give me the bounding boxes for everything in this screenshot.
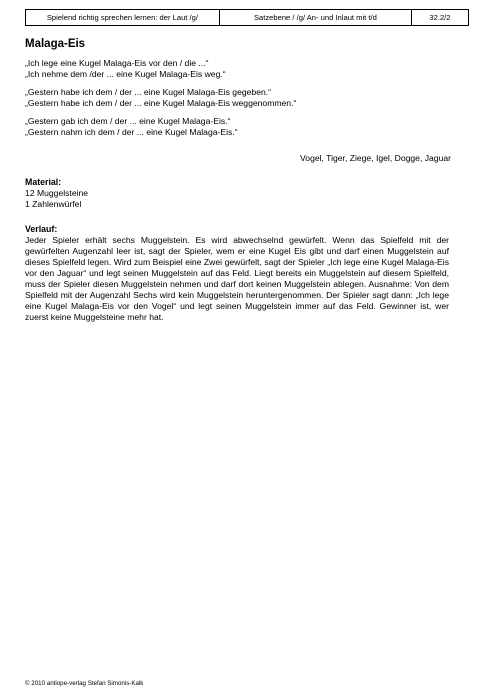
- copyright-footer: © 2010 antiope-verlag Stefan Simonis-Kalk: [25, 680, 144, 687]
- sentence-line: „Ich lege eine Kugel Malaga-Eis vor den / die ...“: [25, 58, 209, 68]
- header-level: Satzebene / /g/ An- und Inlaut mit t/d: [219, 10, 411, 26]
- rules-text: Jeder Spieler erhält sechs Muggelstein. Es wird abwechselnd gewürfelt. Wenn das Spielfeld mit der gewürfelten Augenzahl leer ist, sagt der Spieler, wem er eine Kugel Eis gibt und darf einen Muggelstein auf dieses Spielfeld legen. Wird zum Beispiel eine Zwei gewürfelt, sagt der Spieler „Ich lege eine Kugel Malaga-Eis vor den Jaguar“ und legt seinen Muggelstein auf das Feld. Liegt bereits ein Muggelstein auf diesem Spielfeld, muss der Spieler diesen Muggelstein nehmen und darf dort keinen Muggelstein ablegen. Ausnahme: Von dem Spielfeld mit der Augenzahl Sechs wird kein Muggelstein heruntergenommen. Der Spieler sagt dann: „Ich lege eine Kugel Malaga-Eis vor den Vogel“ und legt seinen Muggelstein immer auf das Feld. Gewinner ist, wer zuerst keine Muggelsteine mehr hat.: [25, 235, 449, 322]
- sentence-patterns: [25, 58, 296, 145]
- sentence-group-perfect: [25, 87, 296, 109]
- animal-word-list: Vogel, Tiger, Ziege, Igel, Dogge, Jaguar: [300, 153, 451, 163]
- sentence-line: „Gestern nahm ich dem / der ... eine Kugel Malaga-Eis.“: [25, 127, 238, 137]
- sentence-line: „Gestern habe ich dem / der ... eine Kugel Malaga-Eis weggenommen.“: [25, 98, 297, 108]
- page-title: Malaga-Eis: [25, 38, 86, 50]
- material-section: [25, 177, 88, 210]
- rules-section: [25, 224, 449, 323]
- header-topic: Spielend richtig sprechen lernen: der Laut /g/: [26, 10, 220, 26]
- material-item: 1 Zahlenwürfel: [25, 199, 82, 209]
- header-table: [25, 9, 469, 26]
- sentence-group-present: [25, 58, 296, 80]
- sentence-line: „Gestern gab ich dem / der ... eine Kugel Malaga-Eis.“: [25, 116, 231, 126]
- sentence-line: „Gestern habe ich dem / der ... eine Kugel Malaga-Eis gegeben.“: [25, 87, 272, 97]
- header-row: [26, 10, 469, 26]
- header-page-number: 32.2/2: [411, 10, 468, 26]
- material-item: 12 Muggelsteine: [25, 188, 89, 198]
- rules-heading: Verlauf:: [25, 224, 58, 234]
- sentence-line: „Ich nehme dem /der ... eine Kugel Malaga-Eis weg.“: [25, 69, 226, 79]
- sentence-group-past: [25, 116, 296, 138]
- material-heading: Material:: [25, 177, 62, 187]
